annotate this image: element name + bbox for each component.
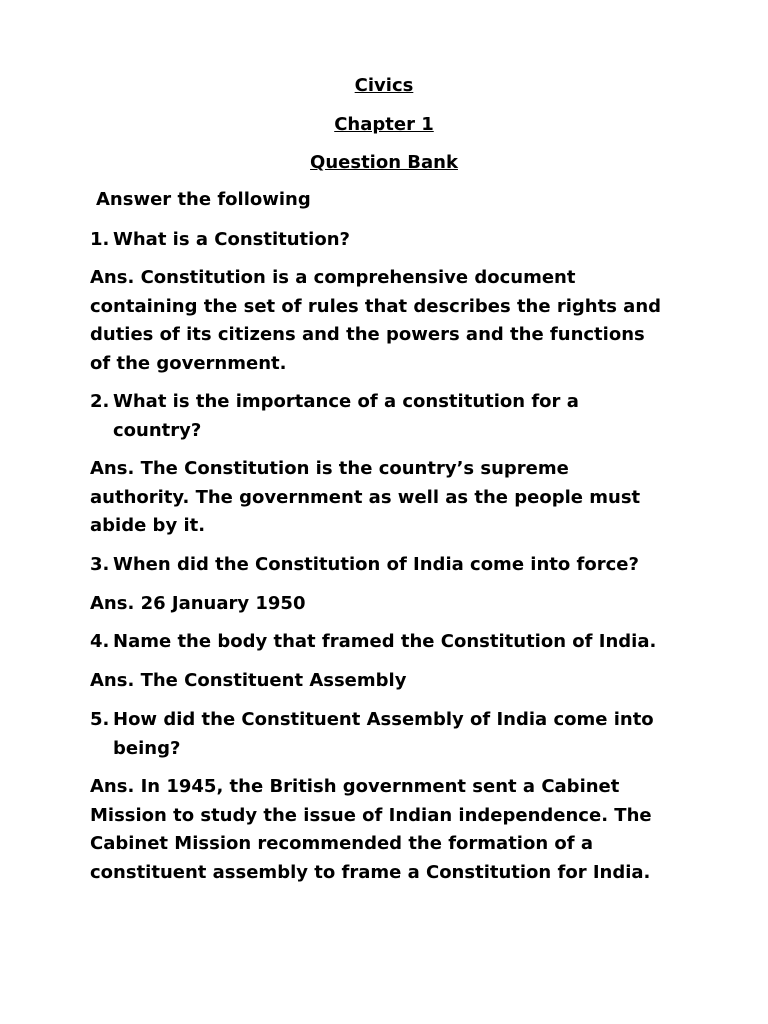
question-number: 2. (90, 391, 110, 412)
question-text: How did the Constituent Assembly of India come into (113, 709, 654, 730)
answer-line: constituent assembly to frame a Constitution for India. (90, 861, 651, 883)
answer-4 (90, 667, 690, 696)
answer-3 (90, 590, 690, 619)
question-2 (90, 388, 690, 445)
question-text: What is the importance of a constitution for a (113, 391, 579, 412)
question-text: country? (113, 419, 202, 441)
question-3 (90, 551, 690, 580)
answer-line: Cabinet Mission recommended the formation of a (90, 833, 594, 854)
question-number: 5. (90, 709, 110, 730)
question-text: being? (113, 737, 181, 759)
answer-line: Ans. Constitution is a comprehensive document (90, 267, 576, 288)
answer-line: Ans. In 1945, the British government sent a Cabinet (90, 776, 620, 797)
answer-line: Ans. 26 January 1950 (90, 593, 306, 614)
answer-line: Ans. The Constitution is the country’s supreme (90, 458, 569, 479)
answer-5 (90, 773, 690, 887)
answer-line: Ans. The Constituent Assembly (90, 670, 407, 691)
answer-line: of the government. (90, 352, 287, 374)
answer-line: containing the set of rules that describes the rights and (90, 295, 662, 317)
question-number: 3. (90, 554, 110, 575)
answer-line: Mission to study the issue of Indian independence. The (90, 804, 652, 826)
answer-2 (90, 455, 690, 541)
answer-1 (90, 264, 690, 378)
question-text: When did the Constitution of India come into force? (113, 554, 639, 575)
question-4 (90, 628, 690, 657)
question-text: Name the body that framed the Constitution of India. (113, 631, 657, 652)
answer-line: authority. The government as well as the people must (90, 486, 641, 508)
chapter-title: Chapter 1 (334, 114, 434, 135)
answer-line: abide by it. (90, 515, 206, 536)
question-number: 1. (90, 229, 110, 250)
answer-line: duties of its citizens and the powers and the functions (90, 324, 645, 345)
question-1 (90, 226, 690, 255)
instructions-text: Answer the following (96, 189, 311, 210)
document-subject-title: Civics (354, 75, 414, 96)
section-title: Question Bank (310, 152, 458, 173)
question-5 (90, 706, 690, 763)
question-number: 4. (90, 631, 110, 652)
question-text: What is a Constitution? (113, 229, 350, 250)
